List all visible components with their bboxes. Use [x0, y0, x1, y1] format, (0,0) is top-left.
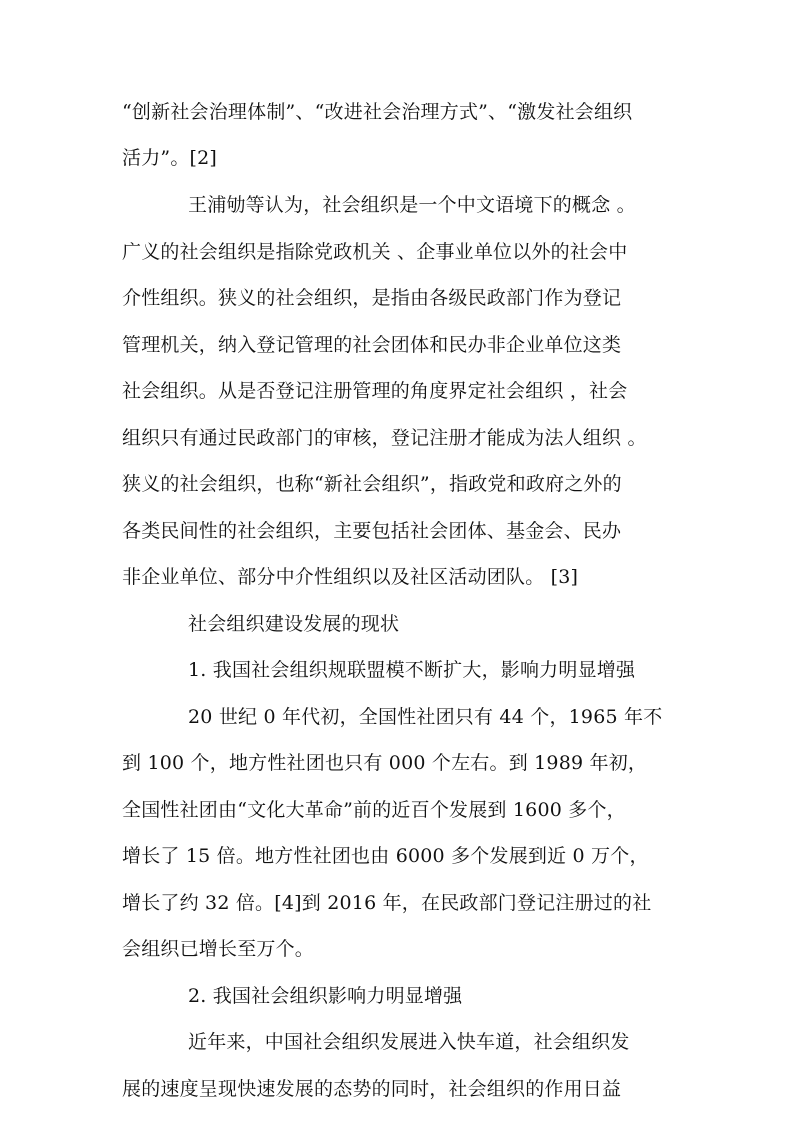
- paragraph-line: 增长了约 32 倍。[4]到 2016 年，在民政部门登记注册过的社: [122, 892, 652, 914]
- paragraph-line: 到 100 个，地方性社团也只有 000 个左右。到 1989 年初，: [122, 752, 648, 774]
- paragraph-line: 狭义的社会组织，也称“新社会组织”，指政党和政府之外的: [122, 473, 622, 495]
- paragraph-line: 介性组织。狭义的社会组织，是指由各级民政部门作为登记: [122, 287, 622, 309]
- paragraph-line: 展的速度呈现快速发展的态势的同时，社会组织的作用日益: [122, 1078, 622, 1100]
- paragraph-line: 全国性社团由“文化大革命”前的近百个发展到 1600 多个，: [122, 799, 626, 821]
- paragraph-line: 非企业单位、部分中介性组织以及社区活动团队。 [3]: [122, 566, 579, 588]
- paragraph-line: “创新社会治理体制”、“改进社会治理方式”、“激发社会组织: [122, 101, 633, 123]
- paragraph-line: 管理机关，纳入登记管理的社会团体和民办非企业单位这类: [122, 334, 622, 356]
- paragraph-line: 组织只有通过民政部门的审核，登记注册才能成为法人组织 。: [122, 427, 647, 449]
- paragraph-line: 增长了 15 倍。地方性社团也由 6000 多个发展到近 0 万个，: [122, 845, 649, 867]
- paragraph-line: 20 世纪 0 年代初，全国性社团只有 44 个，1965 年不: [188, 706, 663, 728]
- paragraph-line: 广义的社会组织是指除党政机关 、企事业单位以外的社会中: [122, 241, 628, 263]
- paragraph-line: 王浦劬等认为，社会组织是一个中文语境下的概念 。: [188, 194, 636, 216]
- subheading-line: 1. 我国社会组织规联盟模不断扩大，影响力明显增强: [188, 659, 636, 681]
- paragraph-line: 会组织已增长至万个。: [122, 938, 315, 960]
- paragraph-line: 近年来，中国社会组织发展进入快车道，社会组织发: [188, 1031, 630, 1053]
- section-heading: 社会组织建设发展的现状: [188, 613, 400, 635]
- paragraph-line: 社会组织。从是否登记注册管理的角度界定社会组织 ，社会: [122, 380, 628, 402]
- paragraph-line: 各类民间性的社会组织，主要包括社会团体、基金会、民办: [122, 520, 622, 542]
- paragraph-line: 活力”。[2]: [122, 147, 218, 169]
- subheading-line: 2. 我国社会组织影响力明显增强: [188, 985, 463, 1007]
